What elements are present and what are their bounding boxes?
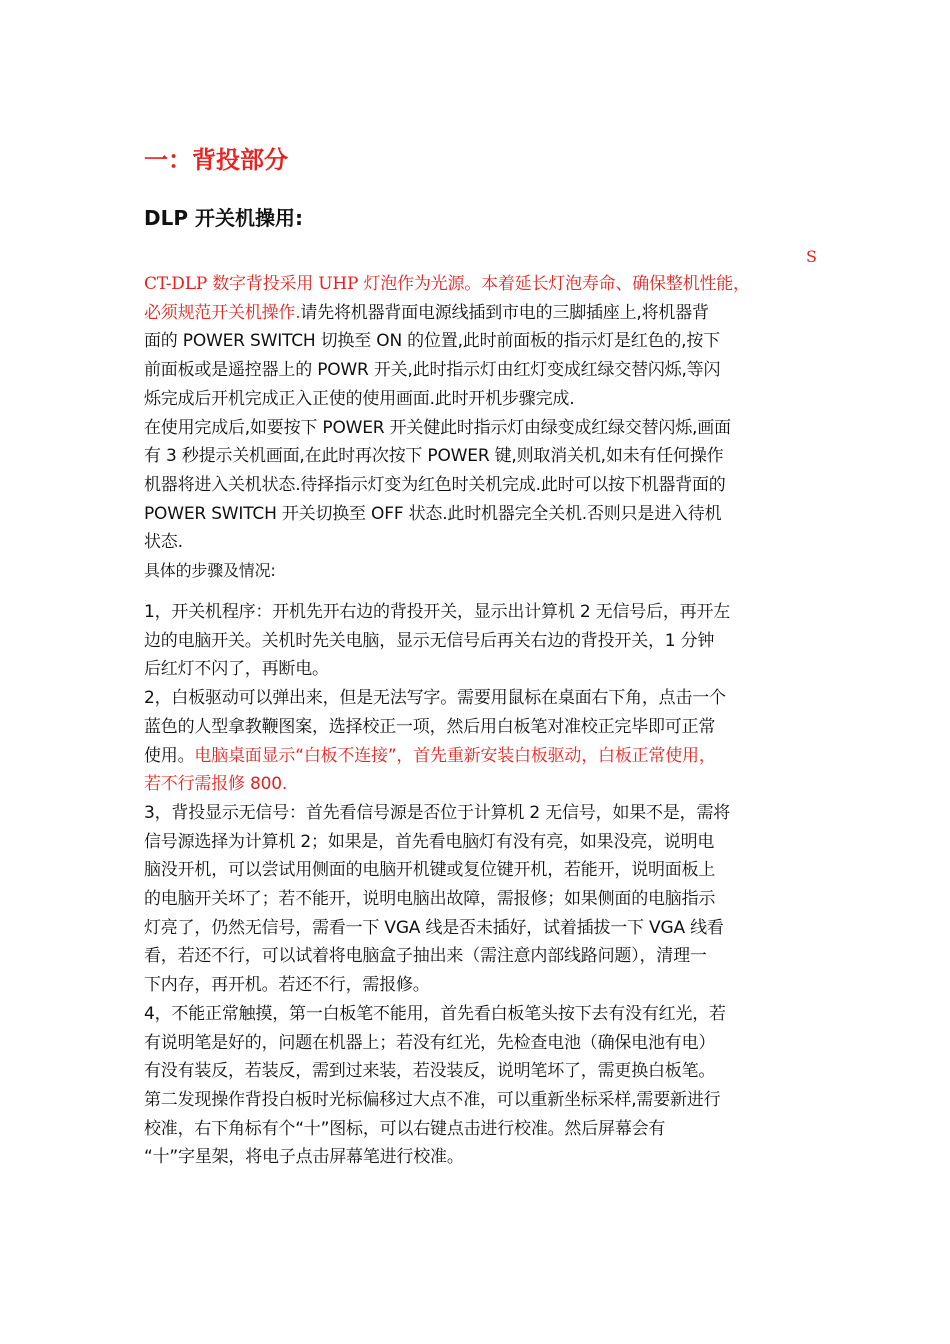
item2-red-part: 电脑桌面显示“白板不连接”，首先重新安装白板驱动，白板正常使用， — [194, 745, 716, 766]
intro-line-2-rest: 请先将机器背面电源线插到市电的三脚插座上,将机器背 — [300, 302, 709, 323]
intro-line: 有 3 秒提示关机画面,在此时再次按下 POWER 键,则取消关机,如未有任何操作 — [144, 446, 724, 467]
intro-line-red-2: 必须规范开关机操作. — [144, 302, 301, 323]
intro-line: POWER SWITCH 开关切换至 OFF 状态.此时机器完全关机.否则只是进入待机 — [144, 503, 722, 524]
item4-line: 4，不能正常触摸，第一白板笔不能用，首先看白板笔头按下去有没有红光，若 — [144, 1003, 726, 1024]
intro-line: 前面板或是遥控器上的 POWR 开关,此时指示灯由红灯变成红绿交替闪烁,等闪 — [144, 360, 721, 381]
section-heading: 一：背投部分 — [144, 146, 288, 174]
intro-line: 在使用完成后,如要按下 POWER 开关健此时指示灯由绿变成红绿交替闪烁,画面 — [144, 417, 731, 438]
intro-line: 烁完成后开机完成正入正使的使用画面.此时开机步骤完成. — [144, 388, 575, 409]
item1-line: 1，开关机程序：开机先开右边的背投开关，显示出计算机 2 无信号后，再开左 — [144, 602, 731, 622]
item2-red-tail: 若不行需报修 800. — [144, 774, 288, 795]
steps-list — [144, 598, 814, 1172]
intro-line: 状态. — [144, 532, 183, 553]
intro-line: 面的 POWER SWITCH 切换至 ON 的位置,此时前面板的指示灯是红色的,按下 — [144, 331, 720, 352]
item2-line: 2，白板驱动可以弹出来，但是无法写字。需要用鼠标在桌面右下角，点击一个 — [144, 688, 726, 709]
intro-line-red-1: CT-DLP 数字背投采用 UHP 灯泡作为光源。本着延长灯泡寿命、确保整机性能， — [144, 274, 750, 294]
item3-line: 下内存，再开机。若还不行，需报修。 — [144, 975, 430, 996]
item3-line: 信号源选择为计算机 2；如果是，首先看电脑灯有没有亮，如果没亮，说明电 — [144, 831, 715, 852]
stray-character: S — [806, 247, 817, 266]
item3-line: 的电脑开关坏了；若不能开，说明电脑出故障，需报修；如果侧面的电脑指示 — [144, 889, 716, 910]
item3-line: 3，背投显示无信号：首先看信号源是否位于计算机 2 无信号，如果不是，需将 — [144, 802, 731, 823]
intro-paragraph — [144, 270, 814, 586]
item4-line: 有没有装反，若装反，需到过来装，若没装反，说明笔坏了，需更换白板笔。 — [144, 1061, 716, 1082]
item2-line: 蓝色的人型拿教鞭图案，选择校正一项，然后用白板笔对准校正完毕即可正常 — [144, 716, 716, 737]
intro-line: 机器将进入关机状态.待择指示灯变为红色时关机完成.此时可以按下机器背面的 — [144, 474, 726, 495]
item4-line: “十”字星架，将电子点击屏幕笔进行校准。 — [144, 1147, 464, 1168]
item3-line: 灯亮了，仍然无信号，需看一下 VGA 线是否未插好，试着插拔一下 VGA 线看 — [144, 917, 724, 938]
item3-line: 脑没开机，可以尝试用侧面的电脑开机键或复位键开机，若能开，说明面板上 — [144, 860, 716, 881]
item3-line: 看，若还不行，可以试着将电脑盒子抽出来（需注意内部线路问题），清理一 — [144, 946, 707, 967]
item4-line: 有说明笔是好的，问题在机器上；若没有红光，先检查电池（确保电池有电） — [144, 1032, 716, 1053]
steps-label: 具体的步骤及情况: — [144, 561, 276, 581]
item2-line-mixed — [144, 742, 814, 771]
item1-line: 边的电脑开关。关机时先关电脑，显示无信号后再关右边的背投开关，1 分钟 — [144, 630, 715, 651]
item1-line: 后红灯不闪了，再断电。 — [144, 659, 329, 680]
item4-line: 第二发现操作背投白板时光标偏移过大点不准，可以重新坐标采样,需要新进行 — [144, 1089, 721, 1110]
subsection-heading: DLP 开关机操用: — [144, 206, 303, 230]
item2-black-part: 使用。 — [144, 745, 195, 766]
item4-line: 校准，右下角标有个“十”图标，可以右键点击进行校准。然后屏幕会有 — [144, 1118, 666, 1139]
intro-line-2 — [144, 299, 814, 328]
